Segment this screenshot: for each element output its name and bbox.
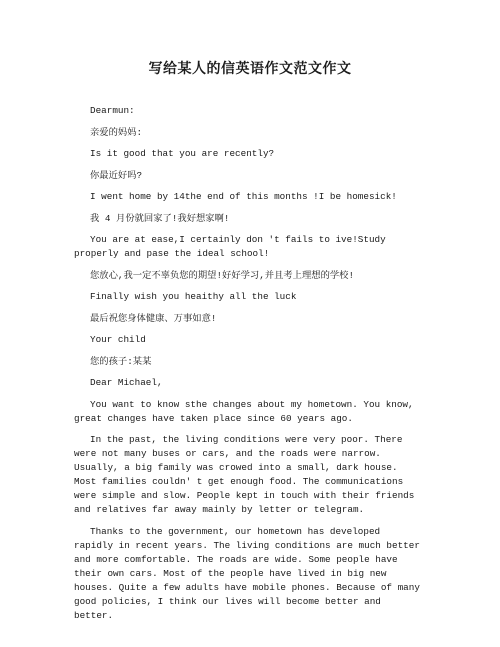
paragraph: 最后祝您身体健康、万事如意!: [90, 312, 217, 324]
letter-body: [74, 104, 424, 630]
paragraph-signoff: Your child: [90, 334, 146, 345]
paragraph: You are at ease,I certainly don 't fails to ive!Study properly and pase the ideal school!: [74, 234, 392, 259]
paragraph: In the past, the living conditions were very poor. There were not many buses or cars, and the roads were narrow. Usually, a big family was crowed into a small, dark house. Most families couldn' t get enough food. The communications were simple and slow. People kept in touch with their friends and relatives far away mainly by letter or telegram.: [74, 434, 420, 515]
paragraph: I went home by 14the end of this months !I be homesick!: [90, 191, 397, 202]
paragraph: Finally wish you heaithy all the luck: [90, 291, 297, 302]
paragraph: 您放心,我一定不辜负您的期望!好好学习,并且考上理想的学校!: [90, 269, 355, 281]
paragraph: Is it good that you are recently?: [90, 148, 275, 159]
document-title: 写给某人的信英语作文范文作文: [148, 61, 352, 77]
paragraph: You want to know sthe changes about my hometown. You know, great changes have taken place since 60 years ago.: [74, 398, 420, 424]
paragraph: 我 4 月份就回家了!我好想家啊!: [90, 212, 230, 224]
paragraph-salutation-2: Dear Michael,: [90, 377, 163, 388]
paragraph-salutation: Dearmun:: [90, 105, 135, 116]
paragraph-salutation-zh: 亲爱的妈妈:: [90, 126, 143, 138]
paragraph-signoff-zh: 您的孩子:某某: [90, 355, 152, 367]
paragraph: 你最近好吗?: [90, 169, 143, 181]
paragraph: Thanks to the government, our hometown has developed rapidly in recent years. The living conditions are much better and more comfortable. The roads are wide. Some people have their own cars. Most of the people have lived in big new houses. Quite a few adults have mobile phones. Because of many good policies, I think our lives will become better and better.: [74, 525, 426, 621]
